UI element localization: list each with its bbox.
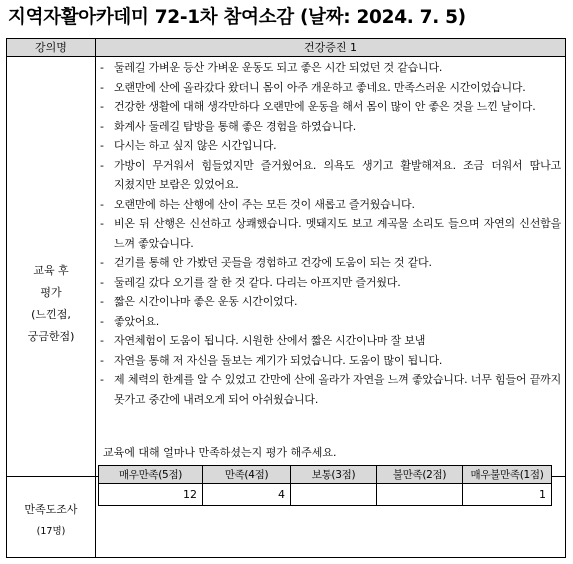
page-title: 지역자활아카데미 72-1차 참여소감 (날짜: 2024. 7. 5): [8, 7, 466, 28]
table-row: [99, 466, 552, 484]
column-header: 보통(3점): [291, 466, 377, 484]
feedback-label-line: 교육 후: [33, 264, 69, 277]
satisfaction-label: [7, 499, 95, 543]
feedback-label-line: (느낀점,: [31, 308, 71, 321]
table-cell: 4: [203, 484, 291, 506]
satisfaction-label-text: 만족도조사: [24, 503, 78, 516]
list-item: - 오랜만에 산에 올라갔다 왔더니 몸이 아주 개운하고 좋네요. 만족스러운 시간이었습니다.: [100, 80, 526, 94]
list-item: - 가방이 무거워서 힘들었지만 즐거웠어요. 의욕도 생기고 활발해져요. 조금 더워서 땀나고 지쳤지만 보람은 있었어요.: [100, 158, 561, 191]
column-header: 불만족(2점): [377, 466, 463, 484]
table-cell: 12: [99, 484, 203, 506]
table-cell: [377, 484, 463, 506]
satisfaction-prompt: 교육에 대해 얼마나 만족하셨는지 평가 해주세요.: [103, 446, 337, 459]
lecture-name-value: 건강증진 1: [304, 41, 357, 54]
satisfaction-table: [98, 465, 552, 506]
list-item: - 오랜만에 하는 산행에 산이 주는 모든 것이 새롭고 즐거웠습니다.: [100, 197, 415, 211]
feedback-label: [7, 260, 95, 348]
table-cell: [291, 484, 377, 506]
column-divider: [95, 39, 96, 557]
table-header-row: [7, 39, 565, 57]
column-header: 만족(4점): [203, 466, 291, 484]
table-row: [99, 484, 552, 506]
respondent-count: (17명): [36, 526, 66, 537]
column-header: 매우만족(5점): [99, 466, 203, 484]
list-item: - 건강한 생활에 대해 생각만하다 오랜만에 운동을 해서 몸이 많이 안 좋은 것을 느낀 날이다.: [100, 100, 536, 113]
list-item: - 제 체력의 한계를 알 수 있었고 간만에 산에 올라가 자연을 느껴 좋았습니다. 너무 힘들어 끝까지 못가고 중간에 내려오게 되어 아쉬웠습니다.: [100, 373, 561, 406]
list-item: - 짧은 시간이나마 좋은 운동 시간이었다.: [100, 295, 298, 308]
column-header: 매우불만족(1점): [463, 466, 552, 484]
lecture-name-header: 강의명: [35, 41, 67, 54]
list-item: - 둘레길 갔다 오기를 잘 한 것 같다. 다리는 아프지만 즐거웠다.: [100, 275, 401, 289]
list-item: - 비온 뒤 산행은 신선하고 상쾌했습니다. 멧돼지도 보고 계곡물 소리도 들으며 자연의 신선함을 느껴 좋았습니다.: [100, 217, 561, 250]
list-item: - 자연체험이 도움이 됩니다. 시원한 산에서 짧은 시간이나마 잘 보냄: [100, 334, 426, 347]
feedback-list: [99, 58, 561, 409]
list-item: - 걷기를 통해 안 가봤던 곳들을 경험하고 건강에 도움이 되는 것 같다.: [100, 256, 432, 269]
list-item: - 다시는 하고 싶지 않은 시간입니다.: [100, 139, 277, 152]
list-item: - 둘레길 가벼운 등산 가벼운 운동도 되고 좋은 시간 되었던 것 같습니다.: [100, 61, 443, 74]
list-item: - 화계사 둘레길 탐방을 통해 좋은 경험을 하였습니다.: [100, 119, 357, 133]
feedback-label-line: 궁금한점): [27, 330, 75, 343]
feedback-label-line: 평가: [40, 286, 62, 299]
list-item: - 좋았어요.: [100, 314, 160, 328]
list-item: - 자연을 통해 저 자신을 돌보는 계기가 되었습니다. 도움이 많이 됩니다.: [100, 353, 443, 367]
table-cell: 1: [463, 484, 552, 506]
